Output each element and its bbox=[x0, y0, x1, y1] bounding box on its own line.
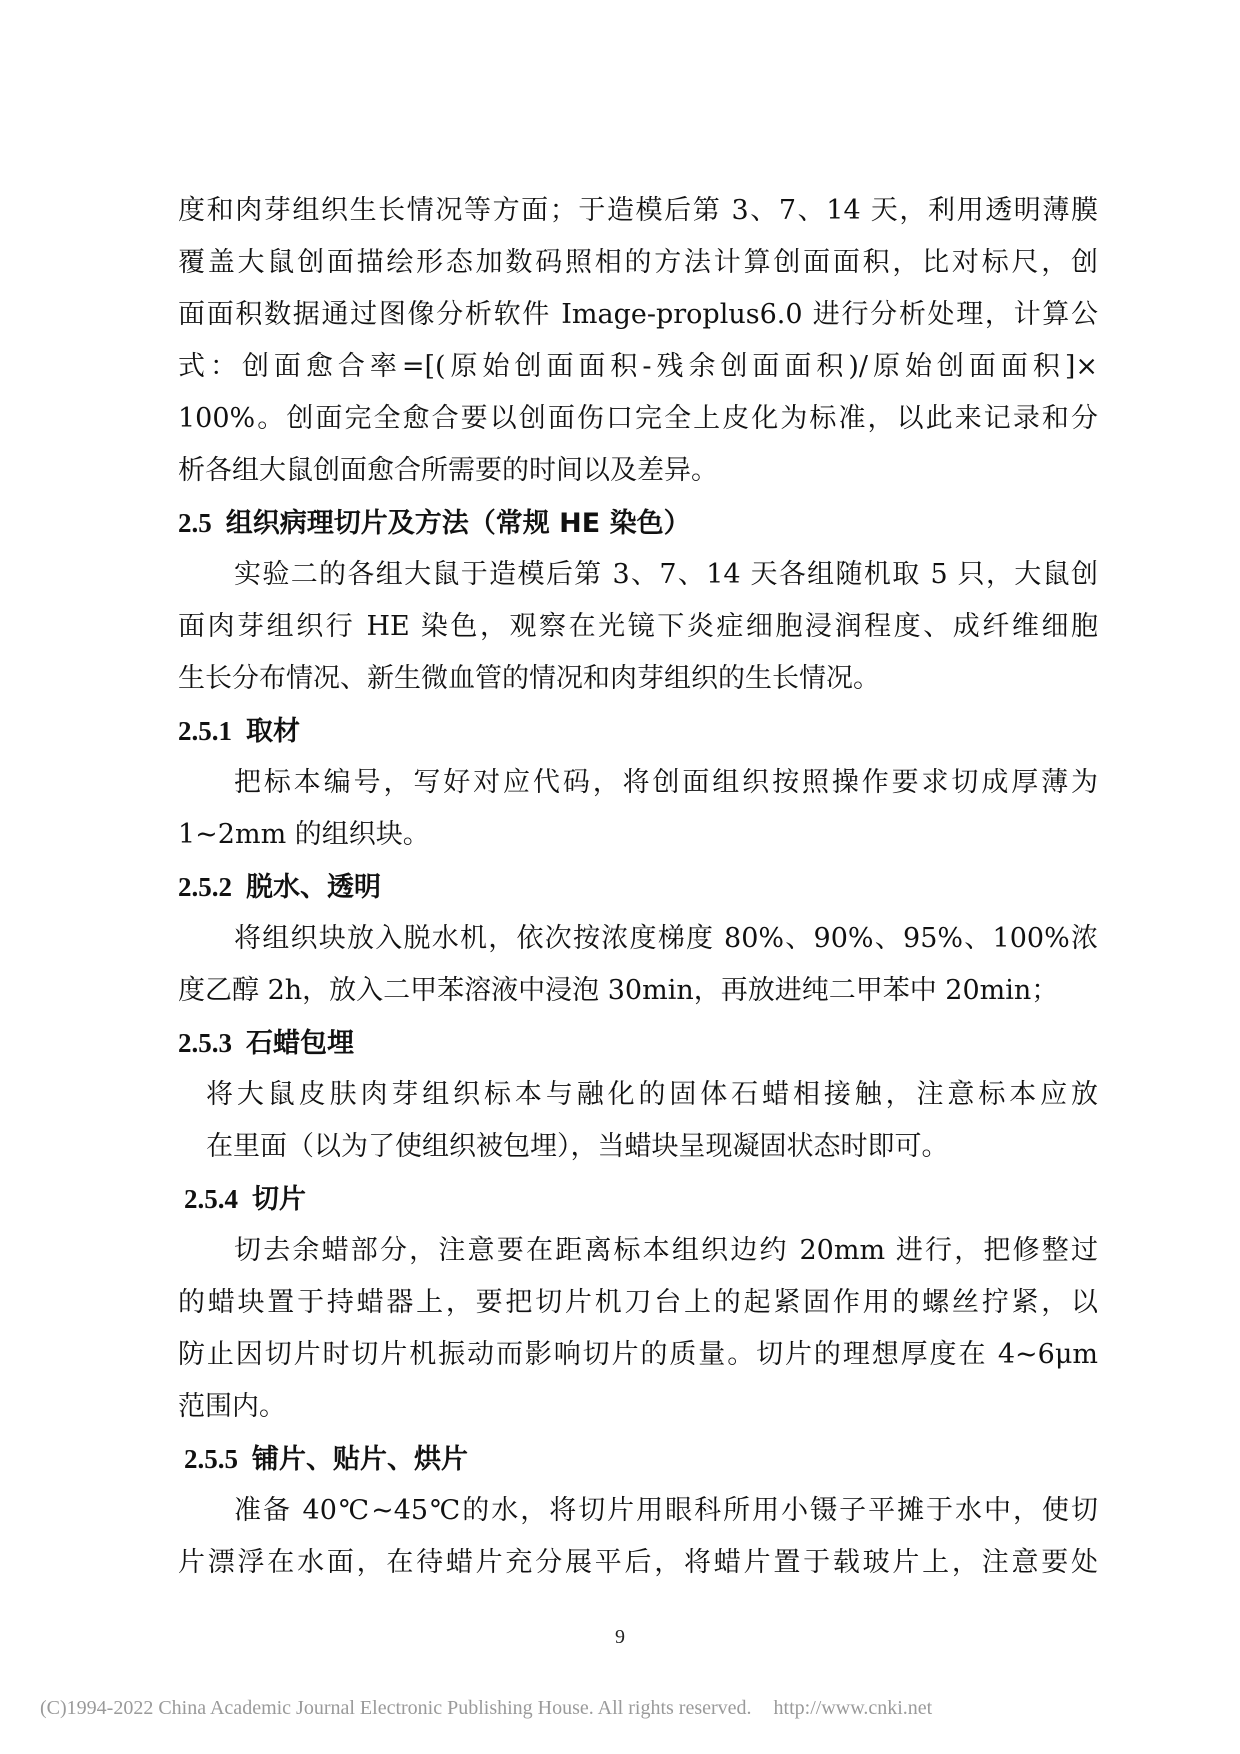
text-line: 将大鼠皮肤肉芽组织标本与融化的固体石蜡相接触，注意标本应放 bbox=[206, 1079, 1098, 1110]
paragraph-paraffin-embedding bbox=[178, 1069, 1098, 1173]
document-body bbox=[178, 185, 1098, 1589]
text-line: 度乙醇 2h，放入二甲苯溶液中浸泡 30min，再放进纯二甲苯中 20min； bbox=[178, 975, 1059, 1006]
text-line: 片漂浮在水面，在待蜡片充分展平后，将蜡片置于载玻片上，注意要处 bbox=[178, 1547, 1098, 1578]
text-line: 生长分布情况、新生微血管的情况和肉芽组织的生长情况。 bbox=[178, 663, 880, 694]
text-line: 防止因切片时切片机振动而影响切片的质量。切片的理想厚度在 4~6μm bbox=[178, 1339, 1098, 1370]
section-title: 石蜡包埋 bbox=[246, 1028, 354, 1059]
section-number: 2.5.1 bbox=[178, 716, 232, 746]
text-line: 准备 40℃~45℃的水，将切片用眼科所用小镊子平摊于水中，使切 bbox=[234, 1495, 1098, 1526]
text-line: 面面积数据通过图像分析软件 Image-proplus6.0 进行分析处理，计算公 bbox=[178, 299, 1098, 330]
section-number: 2.5.5 bbox=[184, 1444, 238, 1474]
section-heading-2-5-4 bbox=[178, 1173, 1098, 1225]
section-heading-2-5 bbox=[178, 497, 1098, 549]
footer-url: http://www.cnki.net bbox=[773, 1697, 933, 1719]
section-heading-2-5-3 bbox=[178, 1017, 1098, 1069]
text-line: 切去余蜡部分，注意要在距离标本组织边约 20mm 进行，把修整过 bbox=[234, 1235, 1098, 1266]
text-line: 式：创面愈合率=[(原始创面面积-残余创面面积)/原始创面面积]× bbox=[178, 351, 1098, 382]
section-heading-2-5-5 bbox=[178, 1433, 1098, 1485]
paragraph-wound-healing-method bbox=[178, 185, 1098, 497]
paragraph-mounting bbox=[178, 1485, 1098, 1589]
text-line: 析各组大鼠创面愈合所需要的时间以及差异。 bbox=[178, 455, 718, 486]
page-number: 9 bbox=[615, 1626, 625, 1648]
text-line: 100%。创面完全愈合要以创面伤口完全上皮化为标准，以此来记录和分 bbox=[178, 403, 1098, 434]
text-line: 将组织块放入脱水机，依次按浓度梯度 80%、90%、95%、100%浓 bbox=[234, 923, 1098, 954]
text-line: 范围内。 bbox=[178, 1391, 286, 1422]
text-line: 把标本编号，写好对应代码，将创面组织按照操作要求切成厚薄为 bbox=[234, 767, 1098, 798]
section-title: 切片 bbox=[252, 1184, 306, 1215]
paragraph-dehydration bbox=[178, 913, 1098, 1017]
section-title: 组织病理切片及方法（常规 HE 染色） bbox=[225, 508, 691, 539]
section-title: 铺片、贴片、烘片 bbox=[252, 1444, 468, 1475]
copyright-footer bbox=[40, 1697, 932, 1720]
paragraph-sampling bbox=[178, 757, 1098, 861]
section-title: 取材 bbox=[246, 716, 300, 747]
section-heading-2-5-1 bbox=[178, 705, 1098, 757]
section-title: 脱水、透明 bbox=[246, 872, 381, 903]
paragraph-he-staining bbox=[178, 549, 1098, 705]
copyright-text: (C)1994-2022 China Academic Journal Electronic Publishing House. All rights reserved. bbox=[40, 1697, 752, 1719]
section-number: 2.5.2 bbox=[178, 872, 232, 902]
section-number: 2.5.3 bbox=[178, 1028, 232, 1058]
text-line: 度和肉芽组织生长情况等方面；于造模后第 3、7、14 天，利用透明薄膜 bbox=[178, 195, 1098, 226]
section-number: 2.5.4 bbox=[184, 1184, 238, 1214]
text-line: 的蜡块置于持蜡器上，要把切片机刀台上的起紧固作用的螺丝拧紧，以 bbox=[178, 1287, 1098, 1318]
section-number: 2.5 bbox=[178, 508, 212, 538]
section-heading-2-5-2 bbox=[178, 861, 1098, 913]
text-line: 1~2mm 的组织块。 bbox=[178, 819, 430, 850]
text-line: 在里面（以为了使组织被包埋），当蜡块呈现凝固状态时即可。 bbox=[206, 1131, 949, 1162]
text-line: 实验二的各组大鼠于造模后第 3、7、14 天各组随机取 5 只，大鼠创 bbox=[234, 559, 1098, 590]
text-line: 覆盖大鼠创面描绘形态加数码照相的方法计算创面面积，比对标尺，创 bbox=[178, 247, 1098, 278]
text-line: 面肉芽组织行 HE 染色，观察在光镜下炎症细胞浸润程度、成纤维细胞 bbox=[178, 611, 1098, 642]
paragraph-sectioning bbox=[178, 1225, 1098, 1433]
